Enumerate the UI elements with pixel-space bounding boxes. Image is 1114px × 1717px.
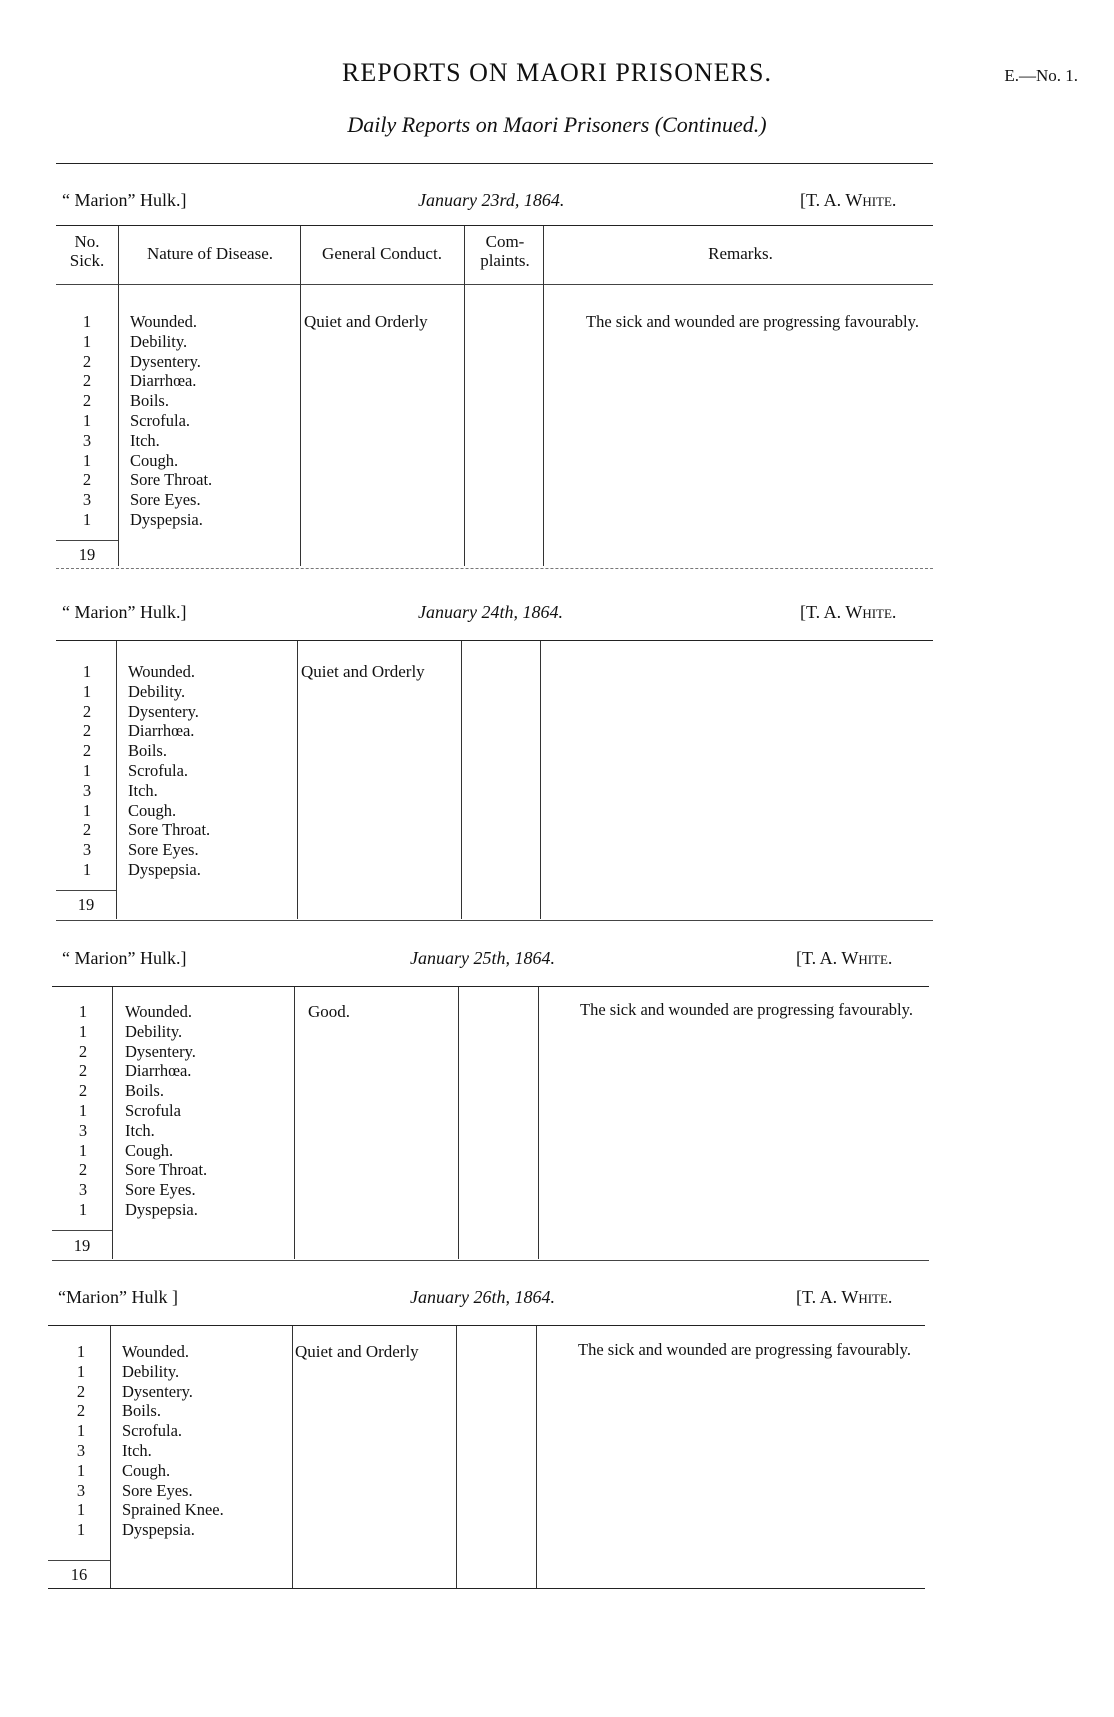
hulk-label: “Marion” Hulk ] (58, 1287, 178, 1307)
sick-count-list (62, 312, 112, 530)
column-divider (112, 987, 113, 1259)
column-divider (118, 226, 119, 566)
sick-count: 2 (78, 1160, 88, 1180)
disease-name: Dysentery. (125, 1041, 196, 1061)
sick-count-list (62, 662, 112, 880)
sick-count: 3 (82, 430, 92, 450)
disease-name: Itch. (122, 1440, 152, 1460)
disease-name: Scrofula. (122, 1421, 183, 1441)
sick-count: 1 (82, 800, 92, 820)
column-divider (110, 1326, 111, 1588)
rule (48, 1588, 925, 1589)
page-title: REPORTS ON MAORI PRISONERS. (342, 58, 772, 87)
sick-count-list (56, 1342, 106, 1540)
sick-count: 1 (76, 1361, 86, 1381)
sick-count: 2 (82, 351, 92, 371)
report-date: January 26th, 1864. (410, 1287, 555, 1307)
sick-count: 2 (82, 371, 92, 391)
column-divider (543, 226, 544, 566)
report-date: January 25th, 1864. (410, 948, 555, 968)
sick-count: 1 (76, 1421, 86, 1441)
sick-count: 2 (78, 1061, 88, 1081)
general-conduct: Quiet and Orderly (295, 1342, 419, 1361)
disease-name: Itch. (125, 1120, 155, 1140)
disease-name: Debility. (125, 1021, 183, 1041)
column-divider (540, 641, 541, 919)
sick-count: 3 (78, 1120, 88, 1140)
disease-name: Debility. (128, 681, 186, 701)
sick-count-list (58, 1002, 108, 1220)
officer-name: [T. A. White. (796, 948, 893, 968)
disease-name: Wounded. (130, 312, 197, 331)
rule (56, 568, 933, 569)
remarks-text: The sick and wounded are progressing favourably. (580, 1000, 913, 1019)
column-header-no-sick: No. Sick. (69, 232, 105, 270)
disease-name: Wounded. (122, 1342, 189, 1361)
column-divider (536, 1326, 537, 1588)
disease-list (128, 662, 210, 880)
hulk-label: “ Marion” Hulk.] (62, 190, 187, 210)
officer-name: [T. A. White. (800, 190, 897, 210)
column-divider (458, 987, 459, 1259)
total-rule (52, 1230, 112, 1231)
disease-list (122, 1342, 224, 1540)
sick-count: 3 (76, 1480, 86, 1500)
rule (56, 640, 933, 641)
disease-name: Boils. (125, 1081, 164, 1101)
disease-name: Dysentery. (122, 1381, 193, 1401)
sick-total: 16 (70, 1565, 88, 1584)
sick-count: 1 (76, 1460, 86, 1480)
sick-count: 1 (82, 681, 92, 701)
sick-count: 1 (82, 760, 92, 780)
rule (52, 986, 929, 987)
total-rule (56, 890, 116, 891)
hulk-label: “ Marion” Hulk.] (62, 948, 187, 968)
disease-name: Diarrhœa. (125, 1061, 192, 1081)
disease-name: Diarrhœa. (128, 721, 195, 741)
sick-count: 1 (82, 450, 92, 470)
sick-count: 3 (76, 1440, 86, 1460)
disease-name: Boils. (128, 741, 167, 761)
sick-count: 1 (78, 1199, 88, 1219)
sick-count: 2 (82, 701, 92, 721)
rule (56, 163, 933, 164)
sick-count: 1 (76, 1342, 86, 1361)
officer-name: [T. A. White. (796, 1287, 893, 1307)
sick-total: 19 (73, 1236, 91, 1255)
page-subtitle: Daily Reports on Maori Prisoners (Continued.) (347, 112, 767, 137)
sick-count: 2 (82, 470, 92, 490)
column-divider (294, 987, 295, 1259)
sick-count: 2 (82, 820, 92, 840)
remarks-text: The sick and wounded are progressing favourably. (578, 1340, 911, 1359)
sick-count: 1 (78, 1002, 88, 1021)
general-conduct: Good. (308, 1002, 351, 1021)
disease-name: Scrofula. (130, 410, 191, 430)
disease-name: Sore Throat. (125, 1160, 208, 1180)
remarks-text: The sick and wounded are progressing favourably. (586, 312, 919, 331)
sick-count: 2 (78, 1081, 88, 1101)
column-header-complaints: Com- plaints. (480, 232, 530, 270)
disease-name: Boils. (130, 391, 169, 411)
disease-name: Scrofula. (128, 760, 189, 780)
disease-name: Cough. (125, 1140, 174, 1160)
report-date: January 24th, 1864. (418, 602, 563, 622)
disease-name: Dyspepsia. (128, 859, 201, 879)
hulk-label: “ Marion” Hulk.] (62, 602, 187, 622)
column-divider (456, 1326, 457, 1588)
disease-name: Wounded. (125, 1002, 192, 1021)
sick-count: 2 (78, 1041, 88, 1061)
disease-name: Cough. (128, 800, 177, 820)
disease-name: Cough. (122, 1460, 171, 1480)
column-header-nature: Nature of Disease. (146, 244, 274, 263)
general-conduct: Quiet and Orderly (301, 662, 425, 681)
sick-count: 1 (78, 1021, 88, 1041)
disease-name: Dyspepsia. (122, 1520, 195, 1540)
sick-count: 1 (78, 1140, 88, 1160)
column-divider (116, 641, 117, 919)
column-header-remarks: Remarks. (708, 244, 773, 263)
disease-name: Sore Eyes. (130, 490, 201, 510)
sick-count: 2 (82, 721, 92, 741)
disease-name: Wounded. (128, 662, 195, 681)
total-rule (48, 1560, 110, 1561)
sick-count: 2 (76, 1401, 86, 1421)
sick-count: 1 (82, 509, 92, 529)
disease-name: Sore Throat. (128, 820, 211, 840)
disease-name: Cough. (130, 450, 179, 470)
column-divider (464, 226, 465, 566)
disease-name: Sprained Knee. (122, 1500, 224, 1520)
sick-count: 1 (82, 859, 92, 879)
column-divider (461, 641, 462, 919)
sick-total: 19 (78, 545, 96, 564)
disease-list (125, 1002, 207, 1220)
column-header-conduct: General Conduct. (322, 244, 442, 263)
sick-count: 3 (78, 1180, 88, 1200)
disease-name: Dyspepsia. (125, 1199, 198, 1219)
disease-name: Dyspepsia. (130, 509, 203, 529)
rule (56, 225, 933, 226)
column-divider (297, 641, 298, 919)
sick-count: 1 (82, 331, 92, 351)
sick-count: 1 (78, 1100, 88, 1120)
sick-count: 2 (82, 741, 92, 761)
rule (56, 920, 933, 921)
sick-count: 1 (82, 312, 92, 331)
disease-list (130, 312, 212, 530)
disease-name: Boils. (122, 1401, 161, 1421)
disease-name: Scrofula (125, 1100, 181, 1120)
disease-name: Sore Eyes. (128, 840, 199, 860)
sick-count: 2 (76, 1381, 86, 1401)
disease-name: Debility. (122, 1361, 180, 1381)
sick-count: 1 (76, 1520, 86, 1540)
general-conduct: Quiet and Orderly (304, 312, 428, 331)
sick-count: 2 (82, 391, 92, 411)
column-divider (300, 226, 301, 566)
sick-count: 1 (76, 1500, 86, 1520)
column-divider (538, 987, 539, 1259)
rule (56, 284, 933, 285)
disease-name: Sore Throat. (130, 470, 213, 490)
rule (52, 1260, 929, 1261)
officer-name: [T. A. White. (800, 602, 897, 622)
report-date: January 23rd, 1864. (418, 190, 565, 210)
sick-count: 3 (82, 490, 92, 510)
disease-name: Itch. (128, 780, 158, 800)
disease-name: Sore Eyes. (122, 1480, 193, 1500)
disease-name: Diarrhœa. (130, 371, 197, 391)
disease-name: Dysentery. (128, 701, 199, 721)
sick-count: 1 (82, 662, 92, 681)
rule (48, 1325, 925, 1326)
sick-count: 1 (82, 410, 92, 430)
disease-name: Dysentery. (130, 351, 201, 371)
total-rule (56, 540, 118, 541)
column-divider (292, 1326, 293, 1588)
disease-name: Itch. (130, 430, 160, 450)
disease-name: Sore Eyes. (125, 1180, 196, 1200)
sick-count: 3 (82, 780, 92, 800)
disease-name: Debility. (130, 331, 188, 351)
sick-count: 3 (82, 840, 92, 860)
document-reference: E.—No. 1. (1004, 66, 1078, 85)
sick-total: 19 (77, 895, 95, 914)
